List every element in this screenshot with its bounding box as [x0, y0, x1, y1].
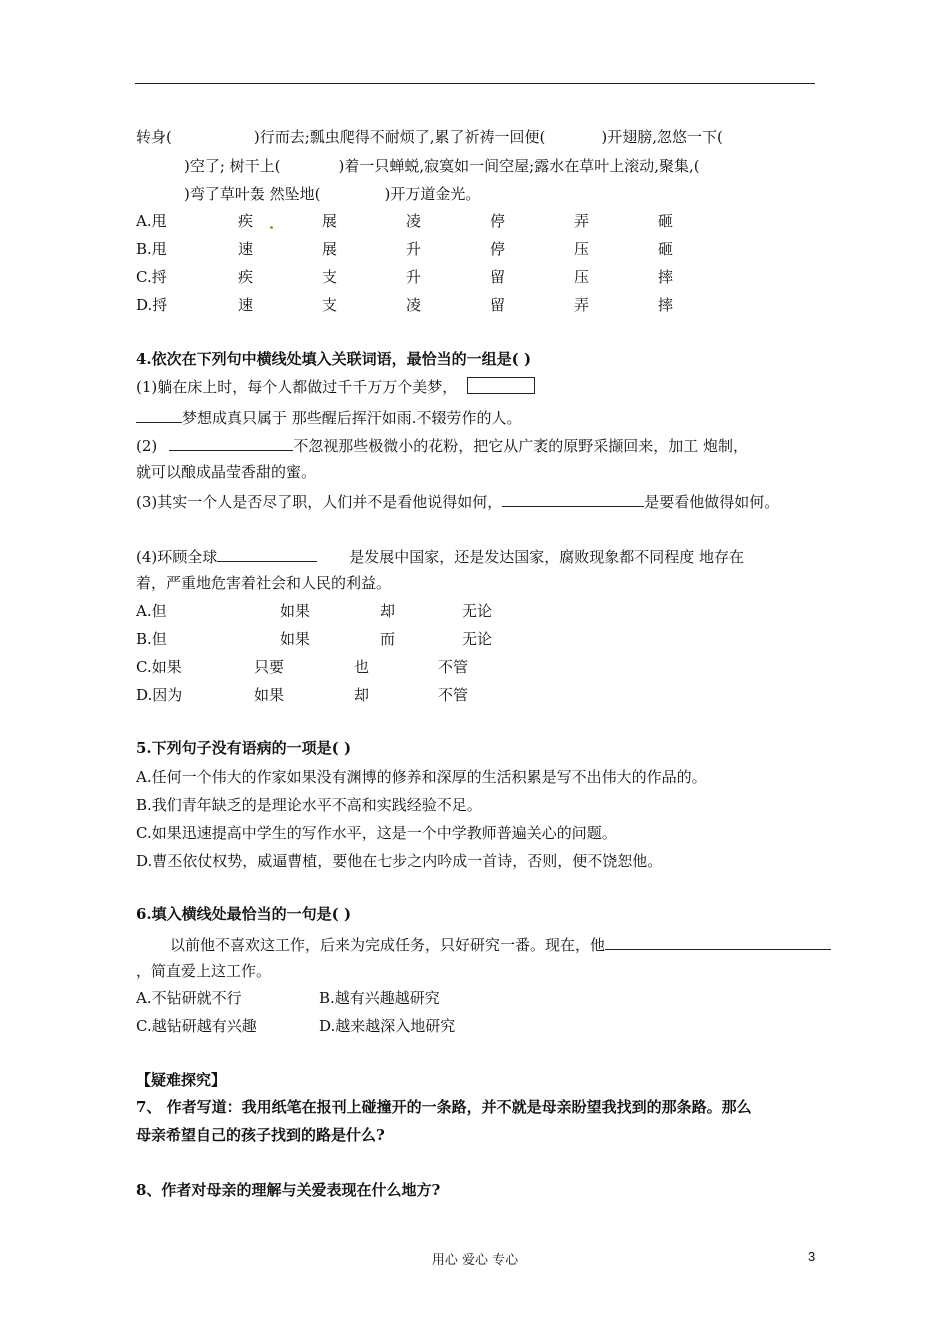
- q5-option-b: B.我们青年缺乏的是理论水平不高和实践经验不足。: [136, 796, 482, 814]
- q4-option-d: D.因为 如果 却 不管: [136, 686, 469, 704]
- answer-blank: [502, 490, 644, 507]
- q3-option-b: B.甩 速 展 升 停 压 砸: [136, 240, 674, 258]
- q6-passage-cont: ，简直爱上这工作。: [136, 962, 272, 980]
- answer-blank: [136, 406, 182, 423]
- page-footer: 用心 爱心 专心: [431, 1253, 519, 1268]
- q4-sentence-4-cont: 着，严重地危害着社会和人民的利益。: [136, 574, 392, 592]
- q4-option-b: B.但 如果 而 无论: [136, 630, 493, 648]
- q4-sentence-1-cont: 梦想成真只属于 那些醒后挥汗如雨.不辍劳作的人。: [136, 406, 522, 428]
- q6-passage: 以前他不喜欢这工作，后来为完成任务，只好研究一番。现在，他: [170, 933, 831, 955]
- q5-option-c: C.如果迅速提高中学生的写作水平，这是一个中学教师普遍关心的问题。: [136, 824, 617, 842]
- answer-box: [467, 377, 535, 394]
- section-title: 【疑难探究】: [136, 1071, 227, 1089]
- q4-sentence-2-cont: 就可以酿成晶莹香甜的蜜。: [136, 463, 317, 481]
- q4-title: 4.依次在下列句中横线处填入关联词语，最恰当的一组是( ): [136, 350, 532, 368]
- q5-option-a: A.任何一个伟大的作家如果没有渊博的修养和深厚的生活积累是写不出伟大的作品的。: [136, 768, 707, 786]
- answer-blank: [169, 434, 293, 451]
- q6-option-c: C.越钻研越有兴趣: [136, 1017, 257, 1035]
- q3-line-3: )弯了草叶轰 然坠地( )开万道金光。: [184, 185, 481, 203]
- answer-blank: [605, 933, 831, 950]
- q6-option-d: D.越来越深入地研究: [319, 1017, 456, 1035]
- q4-option-a: A.但 如果 却 无论: [136, 602, 493, 620]
- q6-options-row-2: [136, 1016, 836, 1036]
- q6-option-a: A.不钻研就不行: [136, 989, 242, 1007]
- header-rule: [135, 83, 815, 84]
- q6-title: 6.填入横线处最恰当的一句是( ): [136, 905, 352, 923]
- q5-option-d: D.曹丕依仗权势，威逼曹植，要他在七步之内吟成一首诗，否则，便不饶恕他。: [136, 852, 663, 870]
- q6-options-row-1: [136, 988, 836, 1008]
- q7-line-1: 7、 作者写道：我用纸笔在报刊上碰撞开的一条路，并不就是母亲盼望我找到的那条路。那么: [136, 1098, 752, 1116]
- q4-option-c: C.如果 只要 也 不管: [136, 658, 469, 676]
- q4-sentence-4: (4)环顾全球 是发展中国家，还是发达国家，腐败现象都不同程度 地存在: [136, 545, 744, 567]
- q5-title: 5.下列句子没有语病的一项是( ): [136, 739, 352, 757]
- page-number: 3: [808, 1249, 816, 1264]
- q3-option-c: C.捋 疾 支 升 留 压 摔: [136, 268, 674, 286]
- q6-option-b: B.越有兴趣越研究: [319, 989, 440, 1007]
- q3-option-d: D.捋 速 支 凌 留 弄 摔: [136, 296, 674, 314]
- q4-sentence-2: (2) 不忽视那些极微小的花粉，把它从广袤的原野采撷回来，加工 炮制，: [136, 434, 748, 456]
- q3-line-1: 转身( )行而去;瓢虫爬得不耐烦了,累了祈祷一回便( )开翅膀,忽悠一下(: [136, 128, 723, 146]
- answer-blank: [217, 545, 317, 562]
- q4-sentence-1: (1)躺在床上时，每个人都做过千千万万个美梦，: [136, 377, 535, 397]
- q8: 8、作者对母亲的理解与关爱表现在什么地方?: [136, 1181, 441, 1199]
- q7-line-2: 母亲希望自己的孩子找到的路是什么?: [136, 1126, 385, 1144]
- q4-sentence-3: (3)其实一个人是否尽了职，人们并不是看他说得如何， 是要看他做得如何。: [136, 490, 779, 512]
- q3-option-a: A.甩 疾 展 凌 停 弄 砸: [136, 212, 674, 230]
- q3-line-2: )空了; 树干上( )着一只蝉蜕,寂寞如一间空屋;露水在草叶上滚动,聚集,(: [184, 157, 700, 175]
